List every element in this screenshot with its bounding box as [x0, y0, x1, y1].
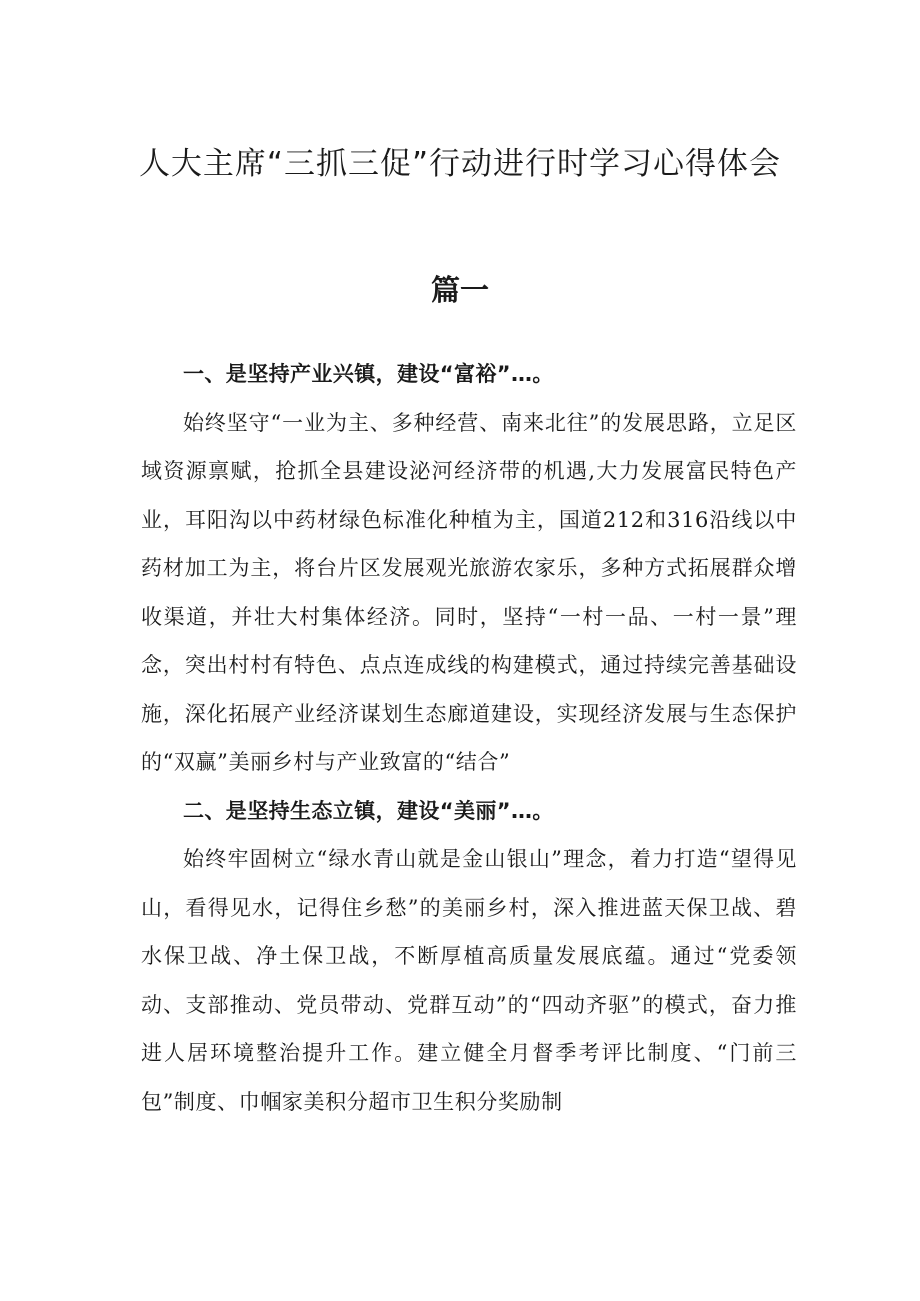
section-heading-2: 二、是坚持生态立镇，建设“美丽”…。 — [183, 798, 554, 823]
section-heading-1: 一、是坚持产业兴镇，建设“富裕”…。 — [183, 362, 554, 386]
section-paragraph-2: 始终牢固树立“绿水青山就是金山银山”理念，着力打造“望得见山，看得见水，记得住乡愁”的美丽乡村，深入推进蓝天保卫战、碧水保卫战、净土保卫战，不断厚植高质量发展底蕴。通过“党委领动、支部推动、党员带动、党群互动”的“四动齐驱”的模式，奋力推进人居环境整治提升工作。建立健全月督季考评比制度、“门前三包”制度、巾帼家美积分超市卫生积分奖励制 — [141, 847, 797, 1114]
document-title: 人大主席“三抓三促”行动进行时学习心得体会 — [138, 146, 782, 182]
section-paragraph-1: 始终坚守“一业为主、多种经营、南来北往”的发展思路，立足区域资源禀赋，抢抓全县建设泌河经济带的机遇,大力发展富民特色产业，耳阳沟以中药材绿色标准化种植为主，国道212和316沿线以中药材加工为主，将台片区发展观光旅游农家乐，多种方式拓展群众增收渠道，并壮大村集体经济。同时，坚持“一村一品、一村一景”理念，突出村村有特色、点点连成线的构建模式，通过持续完善基础设施，深化拓展产业经济谋划生态廊道建设，实现经济发展与生态保护的“双赢”美丽乡村与产业致富的“结合” — [141, 410, 797, 774]
document-subtitle: 篇一 — [430, 273, 489, 307]
document-body — [141, 350, 797, 1126]
